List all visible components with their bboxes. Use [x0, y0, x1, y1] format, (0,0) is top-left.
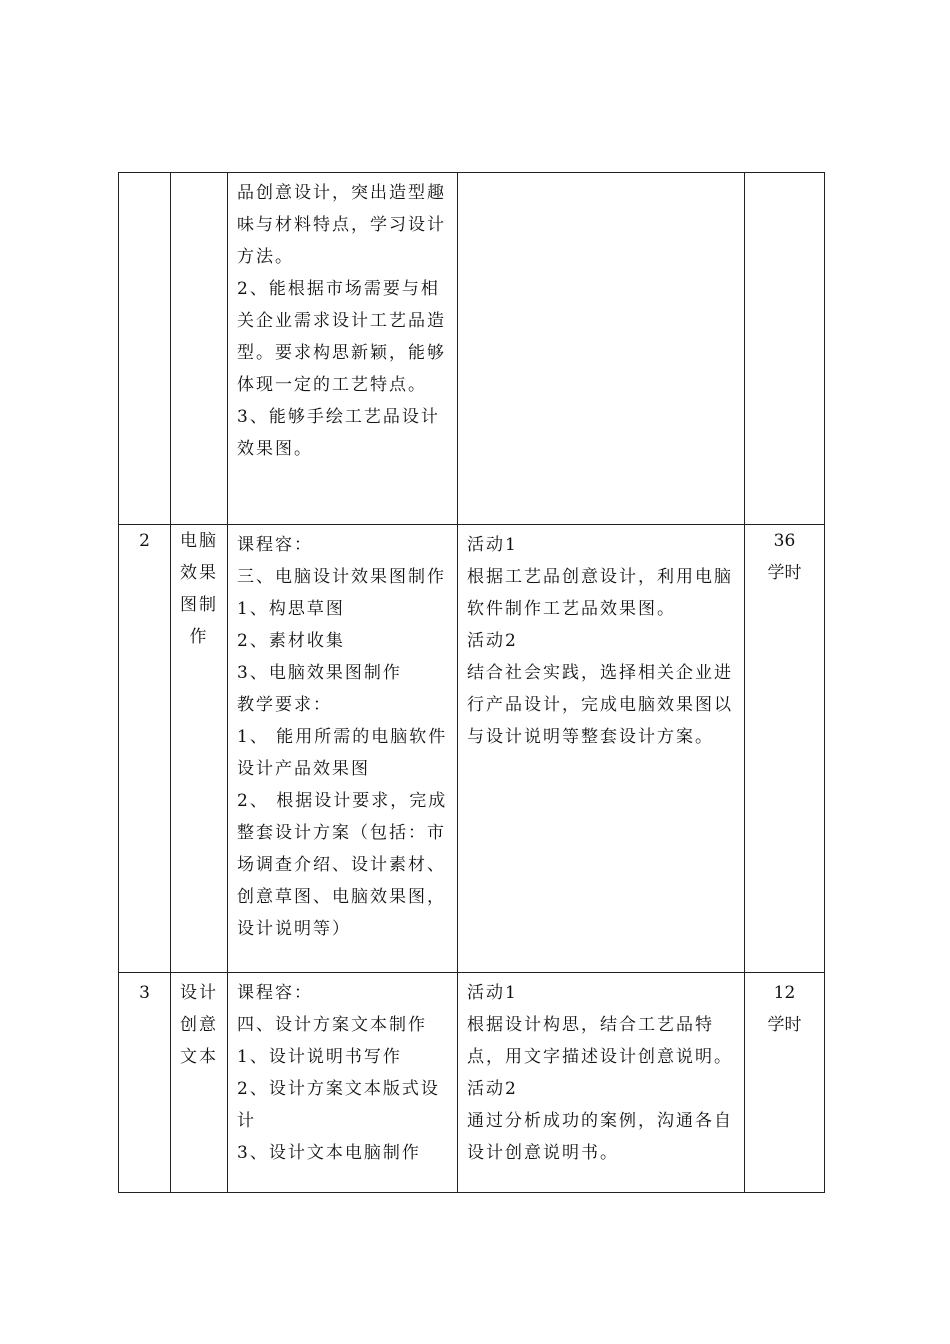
- activity-line: 点，用文字描述设计创意说明。: [467, 1047, 733, 1067]
- hours-unit: 学时: [767, 1015, 802, 1035]
- activity-line: 根据设计构思，结合工艺品特: [467, 1015, 714, 1035]
- content-line: 2、 根据设计要求，完成: [237, 791, 448, 811]
- topic-line: 电脑: [180, 531, 218, 551]
- content-line: 1、 能用所需的电脑软件: [237, 727, 448, 747]
- activity-line: 通过分析成功的案例，沟通各自: [467, 1111, 733, 1131]
- table-row: [119, 173, 825, 525]
- content-line: 设计说明等）: [237, 919, 351, 939]
- table-row: [119, 973, 825, 1193]
- activity-line: 根据工艺品创意设计，利用电脑: [467, 567, 733, 587]
- activity-line: 设计创意说明书。: [467, 1143, 619, 1163]
- content-line: 关企业需求设计工艺品造: [237, 311, 446, 331]
- activity-line: 软件制作工艺品效果图。: [467, 599, 676, 619]
- topic-line: 图制: [180, 595, 218, 615]
- row-number-cell: [119, 173, 171, 525]
- row-number-cell: [119, 973, 171, 1193]
- topic-line: 作: [189, 627, 209, 647]
- table-row: [119, 525, 825, 973]
- activity-line: 行产品设计，完成电脑效果图以: [467, 695, 733, 715]
- topic-cell: [171, 973, 228, 1193]
- content-line: 三、电脑设计效果图制作: [237, 567, 446, 587]
- topic-cell: [171, 173, 228, 525]
- topic-line: 设计: [180, 983, 218, 1003]
- topic-line: 创意: [180, 1015, 218, 1035]
- activity-line: 活动1: [467, 535, 518, 555]
- content-cell: [228, 173, 458, 525]
- content-line: 品创意设计，突出造型趣: [237, 183, 446, 203]
- row-number: 3: [139, 983, 150, 1003]
- content-line: 体现一定的工艺特点。: [237, 375, 427, 395]
- content-line: 效果图。: [237, 439, 313, 459]
- activity-line: 活动2: [467, 631, 518, 651]
- content-line: 教学要求：: [237, 695, 332, 715]
- content-line: 3、电脑效果图制作: [237, 663, 402, 683]
- activity-line: 与设计说明等整套设计方案。: [467, 727, 714, 747]
- content-cell: [228, 525, 458, 973]
- activity-cell: [458, 525, 745, 973]
- topic-cell: [171, 525, 228, 973]
- hours-unit: 学时: [767, 563, 802, 583]
- content-line: 2、能根据市场需要与相: [237, 279, 440, 299]
- activity-cell: [458, 173, 745, 525]
- activity-cell: [458, 973, 745, 1193]
- topic-line: 效果: [180, 563, 218, 583]
- row-number-cell: [119, 525, 171, 973]
- content-line: 整套设计方案（包括：市: [237, 823, 446, 843]
- hours-cell: [745, 973, 825, 1193]
- hours-cell: [745, 525, 825, 973]
- content-line: 设计产品效果图: [237, 759, 370, 779]
- content-line: 四、设计方案文本制作: [237, 1015, 427, 1035]
- hours-cell: [745, 173, 825, 525]
- content-line: 场调查介绍、设计素材、: [237, 855, 446, 875]
- activity-line: 活动2: [467, 1079, 518, 1099]
- content-line: 1、构思草图: [237, 599, 345, 619]
- content-cell: [228, 973, 458, 1193]
- content-line: 型。要求构思新颖，能够: [237, 343, 446, 363]
- content-line: 3、能够手绘工艺品设计: [237, 407, 440, 427]
- content-line: 2、素材收集: [237, 631, 345, 651]
- content-line: 创意草图、电脑效果图，: [237, 887, 446, 907]
- topic-line: 文本: [180, 1047, 218, 1067]
- content-line: 3、设计文本电脑制作: [237, 1143, 421, 1163]
- curriculum-table: [118, 172, 825, 1193]
- content-line: 方法。: [237, 247, 294, 267]
- hours-value: 36: [773, 531, 796, 551]
- activity-line: 活动1: [467, 983, 518, 1003]
- content-line: 计: [237, 1111, 256, 1131]
- content-line: 课程容：: [237, 983, 313, 1003]
- content-line: 味与材料特点，学习设计: [237, 215, 446, 235]
- hours-value: 12: [773, 983, 796, 1003]
- content-line: 1、设计说明书写作: [237, 1047, 402, 1067]
- content-line: 2、设计方案文本版式设: [237, 1079, 440, 1099]
- activity-line: 结合社会实践，选择相关企业进: [467, 663, 733, 683]
- content-line: 课程容：: [237, 535, 313, 555]
- row-number: 2: [139, 531, 150, 551]
